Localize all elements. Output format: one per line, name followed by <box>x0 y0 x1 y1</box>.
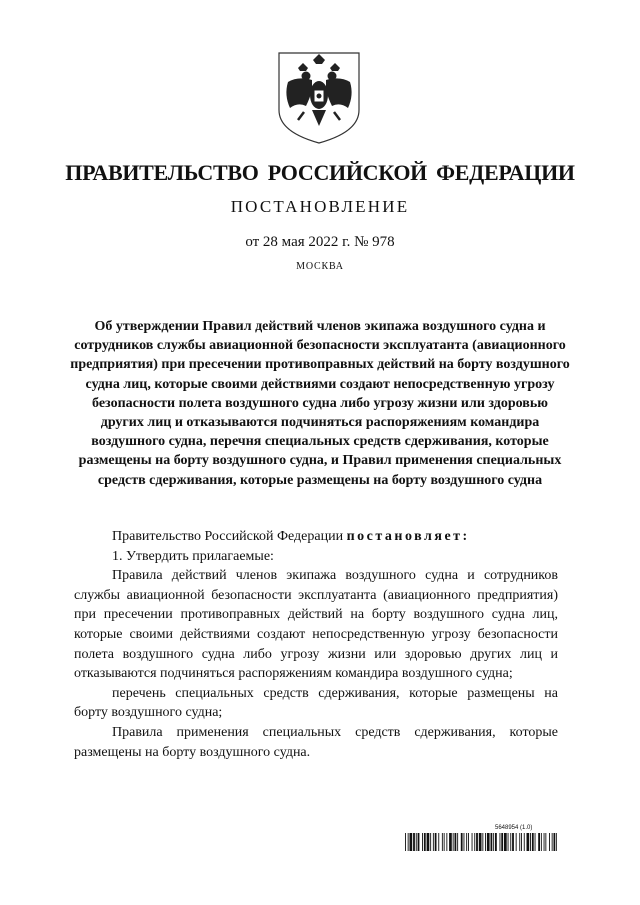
barcode-bar <box>544 833 545 851</box>
barcode-bar <box>433 833 434 851</box>
barcode <box>405 833 557 851</box>
item-1: 1. Утвердить прилагаемые: <box>112 548 274 564</box>
barcode-bar <box>485 833 486 851</box>
barcode-bar <box>430 833 431 851</box>
document-date-number: от 28 мая 2022 г. № 978 <box>245 234 395 250</box>
barcode-bar <box>541 833 542 851</box>
barcode-bar <box>446 833 447 851</box>
barcode-bar <box>508 833 509 851</box>
document-city: МОСКВА <box>296 261 344 272</box>
barcode-bar <box>552 833 553 851</box>
barcode-bar <box>549 833 550 851</box>
barcode-bar <box>516 833 517 851</box>
barcode-bar <box>501 833 503 851</box>
barcode-bar <box>444 833 445 851</box>
barcode-bar <box>472 833 473 851</box>
barcode-bar <box>455 833 457 851</box>
barcode-bar <box>474 833 475 851</box>
barcode-bar <box>466 833 467 851</box>
barcode-bar <box>461 833 463 851</box>
barcode-bar <box>453 833 454 851</box>
barcode-bar <box>422 833 423 851</box>
barcode-bar <box>512 833 514 851</box>
government-title: ПРАВИТЕЛЬСТВО РОССИЙСКОЙ ФЕДЕРАЦИИ <box>65 160 575 185</box>
barcode-bar <box>530 833 531 851</box>
barcode-bar <box>479 833 482 851</box>
barcode-bar <box>408 833 409 851</box>
barcode-bar <box>457 833 458 851</box>
barcode-bar <box>418 833 420 851</box>
barcode-bar <box>413 833 415 851</box>
barcode-bar <box>482 833 483 851</box>
barcode-bar <box>491 833 493 851</box>
barcode-bar <box>524 833 525 851</box>
barcode-bar <box>416 833 417 851</box>
barcode-bar <box>427 833 430 851</box>
barcode-number: 5648954 (1.0) <box>495 825 533 831</box>
barcode-bar <box>504 833 507 851</box>
barcode-bar <box>521 833 522 851</box>
document-body <box>74 527 558 762</box>
document-subject: Об утверждении Правил действий членов экипажа воздушного судна и сотрудников службы авиационной безопасности эксплуатанта (авиационного предприятия) при пресечении противоправных действий на борту воздушного судна лиц, которые своими действиями создают непосредственную угрозу безопасности полета воздушного судна либо угрозу жизни или здоровью других лиц и отказываются подчиняться распоряжениям командира воздушного судна, перечня специальных средств сдерживания, которые размещены на борту воздушного судна, и Правил применения специальных средств сдерживания, которые размещены на борту воздушного судна <box>70 319 570 488</box>
barcode-bar <box>556 833 557 851</box>
barcode-bar <box>487 833 490 851</box>
list-item: Правила действий членов экипажа воздушного судна и сотрудников службы авиационной безопасности эксплуатанта (авиационного предприятия) при пресечении противоправных действий на борту воздушного судна лиц, которые своими действиями создают непосредственную угрозу безопасности полета воздушного судна либо угрозу жизни или здоровью других лиц и отказываются подчиняться распоряжениям командира воздушного судна; <box>74 568 558 682</box>
barcode-bar <box>532 833 534 851</box>
barcode-bar <box>493 833 494 851</box>
barcode-bar <box>495 833 497 851</box>
intro-prefix: Правительство Российской Федерации <box>112 529 347 544</box>
intro-paragraph <box>74 527 558 547</box>
barcode-bar <box>545 833 546 851</box>
barcode-bar <box>410 833 413 851</box>
barcode-bar <box>449 833 452 851</box>
barcode-bar <box>527 833 530 851</box>
barcode-bar <box>442 833 443 851</box>
barcode-bar <box>424 833 426 851</box>
barcode-bar <box>554 833 556 851</box>
barcode-bar <box>464 833 465 851</box>
barcode-bar <box>538 833 540 851</box>
barcode-bar <box>510 833 511 851</box>
barcode-bar <box>405 833 406 851</box>
barcode-bar <box>500 833 501 851</box>
list-item: перечень специальных средств сдерживания, которые размещены на борту воздушного судна; <box>74 685 558 721</box>
list-item: Правила применения специальных средств сдерживания, которые размещены на борту воздушного судна. <box>74 724 558 760</box>
intro-verb: постановляет: <box>346 529 470 544</box>
coat-of-arms-emblem <box>276 50 362 145</box>
barcode-bar <box>476 833 478 851</box>
document-type: ПОСТАНОВЛЕНИЕ <box>230 197 410 216</box>
barcode-bar <box>468 833 469 851</box>
barcode-bar <box>435 833 437 851</box>
barcode-bar <box>519 833 520 851</box>
barcode-bar <box>438 833 439 851</box>
barcode-bar <box>535 833 536 851</box>
